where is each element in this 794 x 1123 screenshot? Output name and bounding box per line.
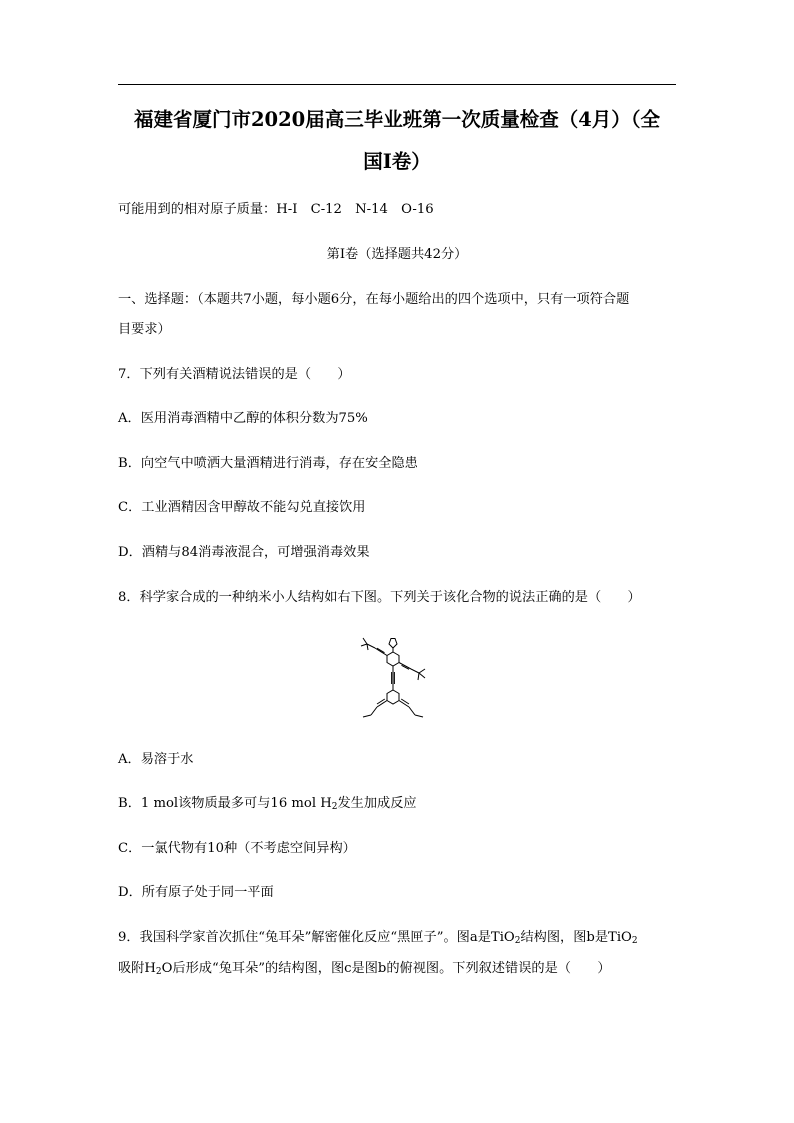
atomic-masses: 可能用到的相对原子质量：H-I C-12 N-14 O-16 (118, 202, 434, 217)
instructions-line2: 目要求） (118, 322, 171, 337)
q8-option-c: C．一氯代物有10种（不考虑空间异构） (118, 841, 356, 856)
q9-stem-line1: 9．我国科学家首次抓住“兔耳朵”解密催化反应“黑匣子”。图a是TiO$_2$结构图，图b是TiO$_2$ (118, 930, 638, 946)
q7-option-b: B．向空气中喷洒大量酒精进行消毒，存在安全隐患 (118, 456, 418, 471)
q8-option-d: D．所有原子处于同一平面 (118, 885, 274, 900)
top-rule (118, 84, 676, 85)
q7-option-c: C．工业酒精因含甲醇故不能勾兑直接饮用 (118, 500, 366, 515)
q8-option-b: B．1 mol该物质最多可与16 mol $H_2$发生加成反应 (118, 796, 417, 812)
section-title: 第Ⅰ卷（选择题共42分） (326, 247, 468, 262)
q8-option-a: A．易溶于水 (118, 752, 194, 767)
instructions-line1: 一、选择题：（本题共7小题，每小题6分，在每小题给出的四个选项中，只有一项符合题 (118, 292, 630, 307)
q7-stem: 7．下列有关酒精说法错误的是（ ） (118, 367, 351, 382)
q8-stem: 8．科学家合成的一种纳米小人结构如右下图。下列关于该化合物的说法正确的是（ ） (118, 590, 641, 605)
q7-option-a: A．医用消毒酒精中乙醇的体积分数为75% (118, 411, 368, 426)
q9-stem-line2: 吸附$H_2O$后形成“兔耳朵”的结构图，图c是图b的俯视图。下列叙述错误的是（ ） (118, 961, 611, 977)
page-title-line2: 国Ⅰ卷） (363, 150, 431, 173)
page-title-line1: 福建省厦门市2020届高三毕业班第一次质量检查（4月）（全 (133, 108, 661, 131)
nanoputian-structure-figure (355, 634, 437, 724)
q7-option-d: D．酒精与84消毒液混合，可增强消毒效果 (118, 545, 370, 560)
